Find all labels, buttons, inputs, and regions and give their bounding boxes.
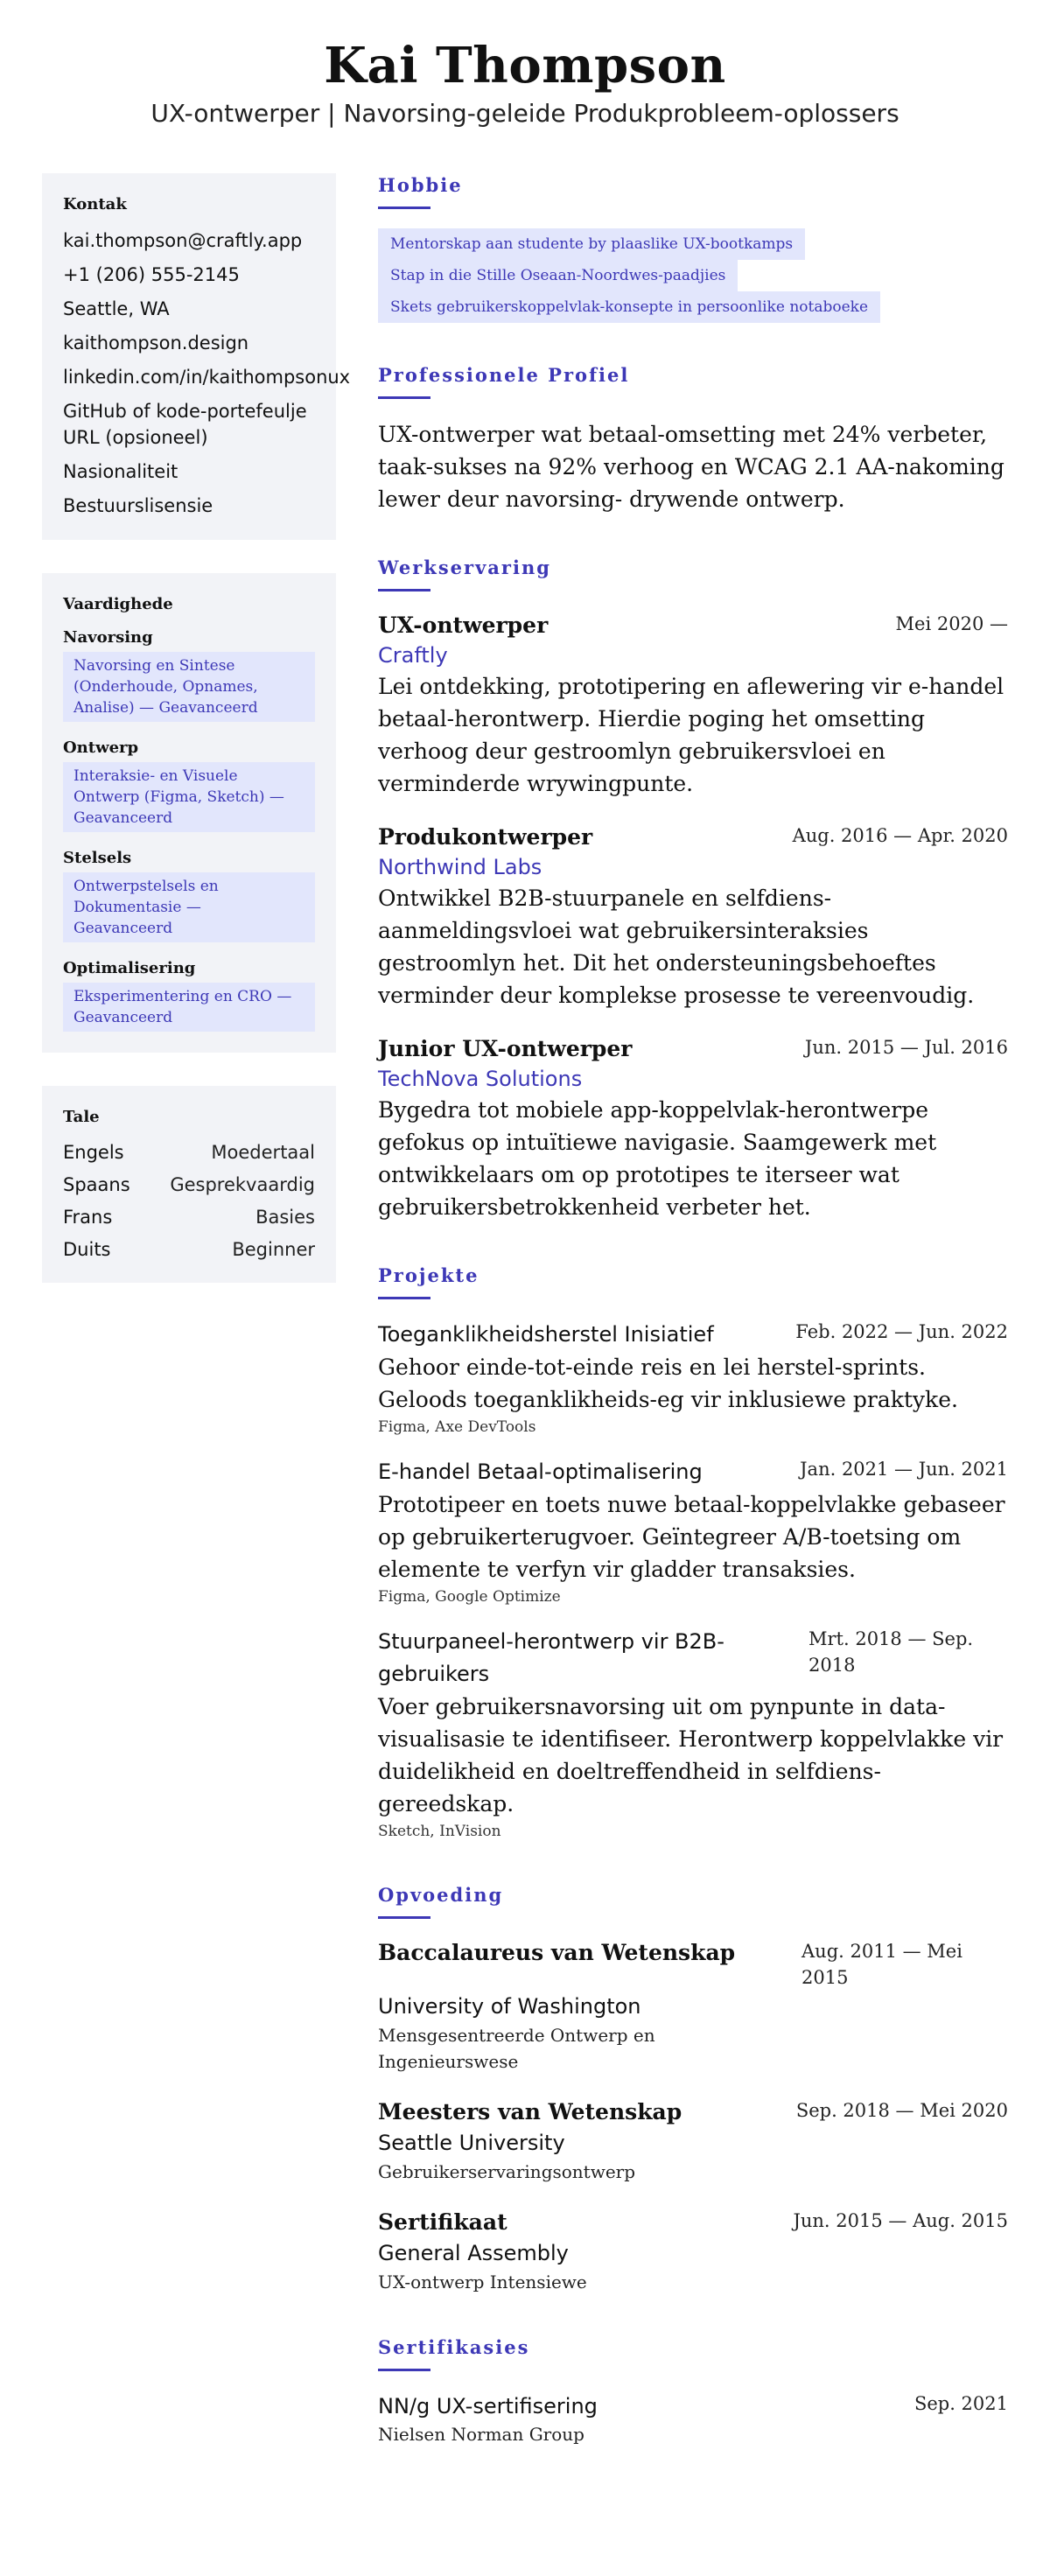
education-dates: Jun. 2015 — Aug. 2015 (793, 2210, 1008, 2231)
skill-tag: Eksperimentering en CRO — Geavanceerd (63, 983, 315, 1032)
project-description: Gehoor einde-tot-einde reis en lei herstel-sprints. Geloods toeganklikheids-eg vir inklusiewe praktyke. (378, 1354, 958, 1412)
profile-section (378, 363, 1008, 515)
company-name: Craftly (378, 643, 448, 668)
section-divider (378, 206, 430, 209)
certification-date: Sep. 2021 (914, 2393, 1008, 2414)
section-title: Opvoeding (378, 1884, 504, 1906)
school-name: Seattle University (378, 2131, 565, 2155)
contact-website[interactable]: kaithompson.design (63, 332, 249, 354)
certification-issuer: Nielsen Norman Group (378, 2424, 584, 2445)
section-divider (378, 589, 430, 592)
section-title: Professionele Profiel (378, 364, 630, 386)
language-name: Spaans (63, 1174, 130, 1195)
project-description: Prototipeer en toets nuwe betaal-koppelvlakke gebaseer op gebruikerterugvoer. Geïntegreer A/B-toetsing om elemente te verfyn vir gladder transaksies. (378, 1492, 1005, 1582)
contact-title: Kontak (63, 195, 127, 214)
sidebar (42, 173, 351, 1316)
hobby-tag: Stap in die Stille Oseaan-Noordwes-paadjies (378, 260, 738, 291)
job-description: Ontwikkel B2B-stuurpanele en selfdiens-aanmeldingsvloei wat gebruikersinteraksies gestroomlyn het. Dit het ondersteuningsbehoeftes verminder deur komplekse prosesse te vereenvoudig. (378, 886, 975, 1008)
section-divider (378, 2369, 430, 2371)
education-dates: Aug. 2011 — Mei 2015 (802, 1941, 962, 1988)
hobby-tag: Skets gebruikerskoppelvlak-konsepte in persoonlike notaboeke (378, 291, 880, 323)
job-description: Bygedra tot mobiele app-koppelvlak-herontwerpe gefokus op intuïtiewe navigasie. Saamgewerk met ontwikkelaars om op prototipes te iterseer wat gebruikersbetrokkenheid verbeter het. (378, 1097, 937, 1220)
degree-title: Meesters van Wetenskap (378, 2099, 682, 2124)
language-row (63, 1237, 315, 1262)
job-dates: Mei 2020 — (895, 613, 1008, 634)
projects-section (378, 1264, 1008, 1843)
project-tools: Figma, Google Optimize (378, 1588, 561, 1606)
project-description: Voer gebruikersnavorsing uit om pynpunte in data-visualisasie te identifiseer. Herontwerp koppelvlakke vir duidelikheid en doeltreffendheid in selfdiens-gereedskap. (378, 1694, 1004, 1816)
experience-entry (378, 822, 1008, 1012)
skill-name: Stelsels (63, 849, 132, 867)
project-tools: Figma, Axe DevTools (378, 1418, 536, 1436)
degree-title: Baccalaureus van Wetenskap (378, 1940, 736, 1965)
contact-license: Bestuurslisensie (63, 495, 214, 516)
resume-header (0, 35, 1050, 130)
degree-title: Sertifikaat (378, 2209, 508, 2235)
language-level: Gesprekvaardig (170, 1174, 315, 1195)
candidate-name: Kai Thompson (324, 37, 726, 94)
skill-name: Ontwerp (63, 738, 139, 757)
project-dates: Mrt. 2018 — Sep. 2018 (808, 1628, 974, 1676)
project-dates: Feb. 2022 — Jun. 2022 (795, 1321, 1008, 1342)
project-tools: Sketch, InVision (378, 1823, 501, 1840)
section-divider (378, 396, 430, 399)
project-entry (378, 1319, 1008, 1438)
project-entry (378, 1626, 1008, 1843)
experience-entry (378, 611, 1008, 800)
school-name: General Assembly (378, 2241, 569, 2265)
languages-title: Tale (63, 1108, 100, 1126)
contact-github: GitHub of kode-portefeulje URL (opsioneel) (63, 401, 307, 448)
project-title: Toeganklikheidsherstel Inisiatief (378, 1322, 714, 1347)
section-divider (378, 1916, 430, 1919)
project-entry (378, 1456, 1008, 1608)
project-dates: Jan. 2021 — Jun. 2021 (800, 1459, 1008, 1480)
contact-location: Seattle, WA (63, 298, 170, 319)
main-content (378, 173, 1008, 2446)
language-name: Engels (63, 1142, 124, 1163)
language-level: Moedertaal (211, 1142, 315, 1163)
education-detail: UX-ontwerp Intensiewe (378, 2272, 587, 2292)
job-dates: Aug. 2016 — Apr. 2020 (792, 825, 1008, 846)
skill-name: Optimalisering (63, 959, 196, 977)
section-title: Projekte (378, 1264, 480, 1286)
education-entry (378, 2208, 1008, 2295)
section-divider (378, 1297, 430, 1299)
job-title: Junior UX-ontwerper (378, 1036, 633, 1061)
school-name: University of Washington (378, 1994, 641, 2019)
language-level: Basies (256, 1207, 315, 1228)
skill-tag: Interaksie- en Visuele Ontwerp (Figma, Sketch) — Geavanceerd (63, 762, 315, 832)
languages-card (42, 1086, 336, 1283)
contact-card (42, 173, 351, 540)
skill-group (63, 958, 315, 1032)
skill-group (63, 627, 315, 722)
education-detail: Gebruikerservaringsontwerp (378, 2161, 636, 2182)
language-name: Frans (63, 1207, 113, 1228)
skill-tag: Navorsing en Sintese (Onderhoude, Opnames, Analise) — Geavanceerd (63, 652, 315, 722)
certifications-section (378, 2335, 1008, 2446)
company-name: Northwind Labs (378, 855, 542, 879)
hobby-tag: Mentorskap aan studente by plaaslike UX-bootkamps (378, 228, 805, 260)
language-row (63, 1172, 315, 1197)
skill-tag: Ontwerpstelsels en Dokumentasie — Geavanceerd (63, 872, 315, 942)
project-title: Stuurpaneel-herontwerp vir B2B-gebruikers (378, 1629, 724, 1686)
contact-email[interactable]: kai.thompson@craftly.app (63, 230, 303, 251)
job-title: UX-ontwerper (378, 612, 549, 638)
contact-linkedin[interactable]: linkedin.com/in/kaithompsonux (63, 367, 351, 388)
skill-name: Navorsing (63, 628, 153, 647)
skill-group (63, 848, 315, 942)
language-row (63, 1140, 315, 1165)
experience-entry (378, 1034, 1008, 1223)
education-section (378, 1883, 1008, 2295)
education-entry (378, 1938, 1008, 2075)
education-detail: Mensgesentreerde Ontwerp en Ingenieurswese (378, 2025, 655, 2072)
contact-phone[interactable]: +1 (206) 555-2145 (63, 264, 240, 285)
language-row (63, 1205, 315, 1229)
hobby-list (378, 228, 1008, 323)
section-title: Werkservaring (378, 556, 551, 578)
education-dates: Sep. 2018 — Mei 2020 (795, 2100, 1008, 2121)
skills-card (42, 573, 336, 1053)
experience-section (378, 556, 1008, 1223)
certification-entry (378, 2390, 1008, 2446)
education-entry (378, 2097, 1008, 2185)
project-title: E-handel Betaal-optimalisering (378, 1460, 703, 1484)
candidate-subtitle: UX-ontwerper | Navorsing-geleide Produkprobleem-oplossers (150, 99, 900, 128)
company-name: TechNova Solutions (378, 1067, 583, 1091)
language-name: Duits (63, 1239, 111, 1260)
contact-nationality: Nasionaliteit (63, 461, 178, 482)
language-level: Beginner (232, 1239, 315, 1260)
hobbies-section (378, 173, 1008, 323)
section-title: Sertifikasies (378, 2336, 530, 2358)
skills-title: Vaardighede (63, 595, 173, 613)
profile-summary: UX-ontwerper wat betaal-omsetting met 24% verbeter, taak-sukses na 92% verhoog en WCAG 2.1 AA-nakoming lewer deur navorsing- drywende ontwerp. (378, 422, 1004, 512)
certification-name: NN/g UX-sertifisering (378, 2394, 598, 2418)
skill-group (63, 738, 315, 832)
job-title: Produkontwerper (378, 824, 593, 850)
job-description: Lei ontdekking, prototipering en aflewering vir e-handel betaal-herontwerp. Hierdie poging het omsetting verhoog deur gestroomlyn gebruikersvloei en verminderde wrywingpunte. (378, 674, 1004, 796)
job-dates: Jun. 2015 — Jul. 2016 (804, 1037, 1008, 1058)
section-title: Hobbie (378, 174, 463, 196)
